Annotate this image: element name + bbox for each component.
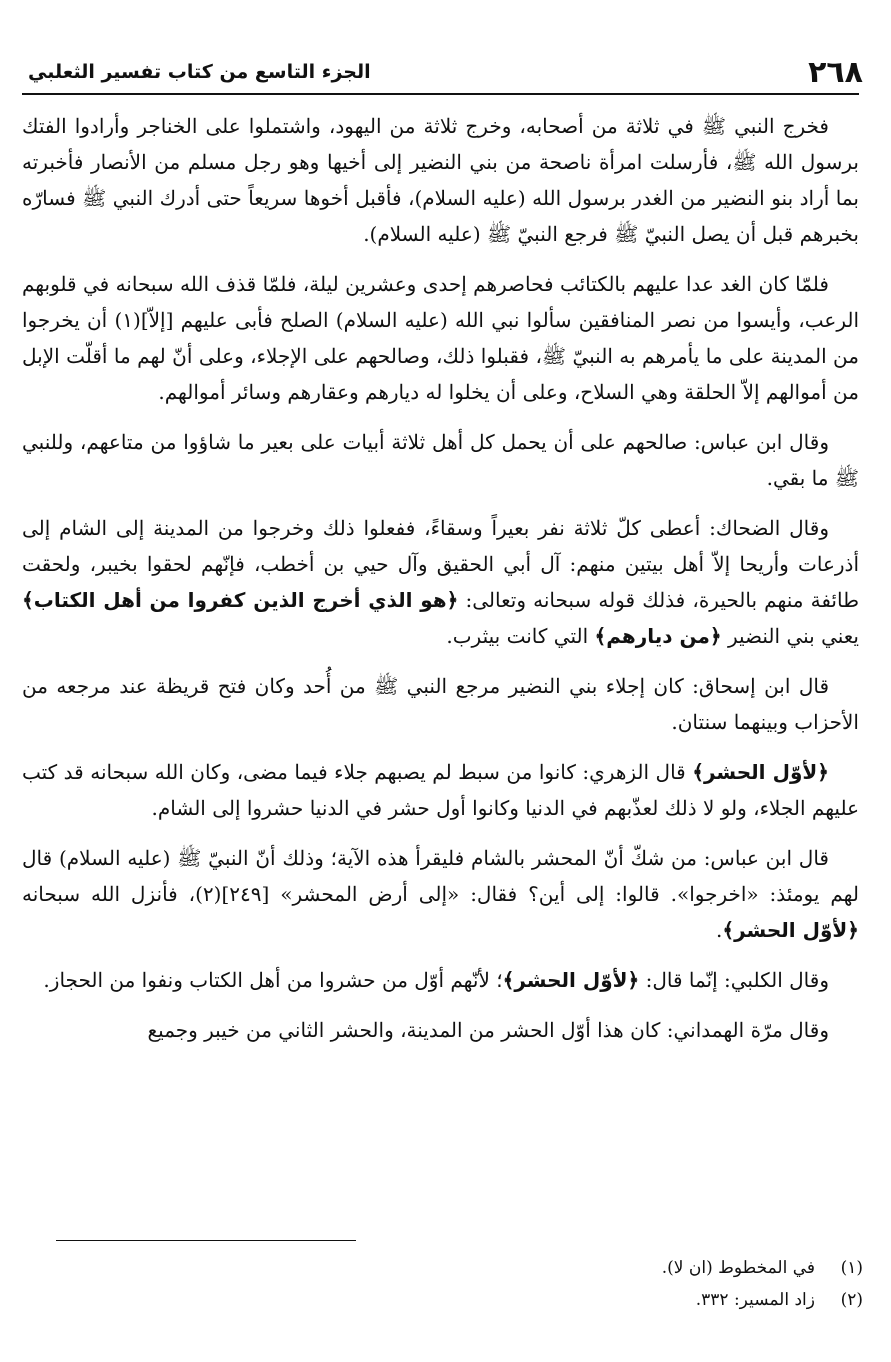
paragraph — [22, 1012, 859, 1048]
paragraph — [22, 668, 859, 740]
footnote-1 — [22, 1252, 863, 1284]
text-run: وقال ابن عباس: صالحهم على أن يحمل كل أهل ثلاثة أبيات على بعير ما شاؤوا من متاعهم، وللنبي ﷺ ما بقي. — [22, 430, 859, 490]
text-run: فخرج النبي ﷺ في ثلاثة من أصحابه، وخرج ثلاثة من اليهود، واشتملوا على الخناجر وأرادوا الفتك برسول الله ﷺ، فأرسلت امرأة ناصحة من بني النضير إلى أخيها وهو رجل مسلم من الأنصار فأخبرته بما أراد بنو النضير من الغدر برسول الله (عليه السلام)، فأقبل أخوها سريعاً حتى أدرك النبي ﷺ فسارّه بخبرهم قبل أن يصل النبيّ ﷺ فرجع النبيّ ﷺ (عليه السلام). — [22, 114, 859, 246]
quran-quote: ﴿لأوّل الحشر﴾ — [502, 968, 640, 992]
quran-quote: ﴿لأوّل الحشر﴾ — [692, 760, 829, 784]
text-run: ؛ لأنّهم أوّل من حشروا من أهل الكتاب ونفوا من الحجاز. — [43, 968, 503, 992]
text-run: قال الزهري: كانوا من سبط لم يصبهم جلاء فيما مضى، وكان الله سبحانه قد كتب عليهم الجلاء، ولو لا ذلك لعذّبهم في الدنيا وكانوا أول حشر في الدنيا حشروا إلى الشام. — [22, 760, 859, 820]
header-divider — [22, 93, 859, 95]
page-number: ٢٦٨ — [808, 54, 863, 90]
quran-quote: ﴿من ديارهم﴾ — [594, 624, 722, 648]
paragraph — [22, 266, 859, 410]
text-run: قال ابن عباس: من شكّ أنّ المحشر بالشام فليقرأ هذه الآية؛ وذلك أنّ النبيّ ﷺ (عليه السلام) قال لهم يومئذ: «اخرجوا». قالوا: إلى أين؟ فقال: «إلى أرض المحشر» [٢٤٩](٢)، فأنزل الله سبحانه — [22, 846, 859, 906]
text-run: فلمّا كان الغد عدا عليهم بالكتائب فحاصرهم إحدى وعشرين ليلة، فلمّا قذف الله سبحانه في قلوبهم الرعب، وأيسوا من نصر المنافقين سألوا نبي الله (عليه السلام) الصلح فأبى عليهم [إلاّ](١) أن يخرجوا من المدينة على ما يأمرهم به النبيّ ﷺ، فقبلوا ذلك، وصالحهم على الإجلاء، وعلى أنّ لهم ما أقلّت الإبل من أموالهم إلاّ الحلقة وهي السلاح، وعلى أن يخلوا له ديارهم وعقارهم وسائر أموالهم. — [22, 272, 860, 404]
paragraph — [22, 424, 859, 496]
footnote-divider — [56, 1240, 356, 1241]
text-run: قال ابن إسحاق: كان إجلاء بني النضير مرجع النبي ﷺ من أُحد وكان فتح قريظة عند مرجعه من الأحزاب وبينهما سنتان. — [22, 674, 859, 734]
footnotes — [22, 1252, 863, 1316]
text-run: التي كانت بيثرب. — [446, 624, 595, 648]
footnote-number: (١) — [840, 1258, 863, 1278]
text-run: يعني بني النضير — [721, 624, 859, 648]
footnote-text: في المخطوط (ان لا). — [661, 1258, 815, 1278]
book-title: الجزء التاسع من كتاب تفسير الثعلبي — [28, 61, 371, 83]
text-run: وقال مرّة الهمداني: كان هذا أوّل الحشر من المدينة، والحشر الثاني من خيبر وجميع — [147, 1018, 829, 1042]
paragraph — [22, 510, 859, 654]
paragraph — [22, 108, 859, 252]
footnote-number: (٢) — [840, 1290, 863, 1310]
quran-quote: ﴿لأوّل الحشر﴾ — [722, 918, 859, 942]
paragraph — [22, 962, 859, 998]
footnote-2 — [22, 1284, 863, 1316]
main-text — [22, 108, 859, 1062]
text-run: . — [715, 918, 723, 942]
paragraph — [22, 840, 859, 948]
footnote-text: زاد المسير: ٣٣٢. — [695, 1290, 815, 1310]
text-run: وقال الكلبي: إنّما قال: — [639, 968, 829, 992]
running-header — [28, 52, 863, 92]
paragraph — [22, 754, 859, 826]
text-run: وقال الضحاك: أعطى كلّ ثلاثة نفر بعيراً وسقاءً، ففعلوا ذلك وخرجوا من المدينة إلى الشام إلى أذرعات وأريحا إلاّ أهل بيتين منهم: آل أبي الحقيق وآل حيي بن أخطب، فإنّهم لحقوا بخيبر، ولحقت طائفة منهم بالحيرة، فذلك قوله سبحانه وتعالى: — [22, 516, 860, 612]
quran-quote: ﴿هو الذي أخرج الذين كفروا من أهل الكتاب﴾ — [22, 588, 459, 612]
